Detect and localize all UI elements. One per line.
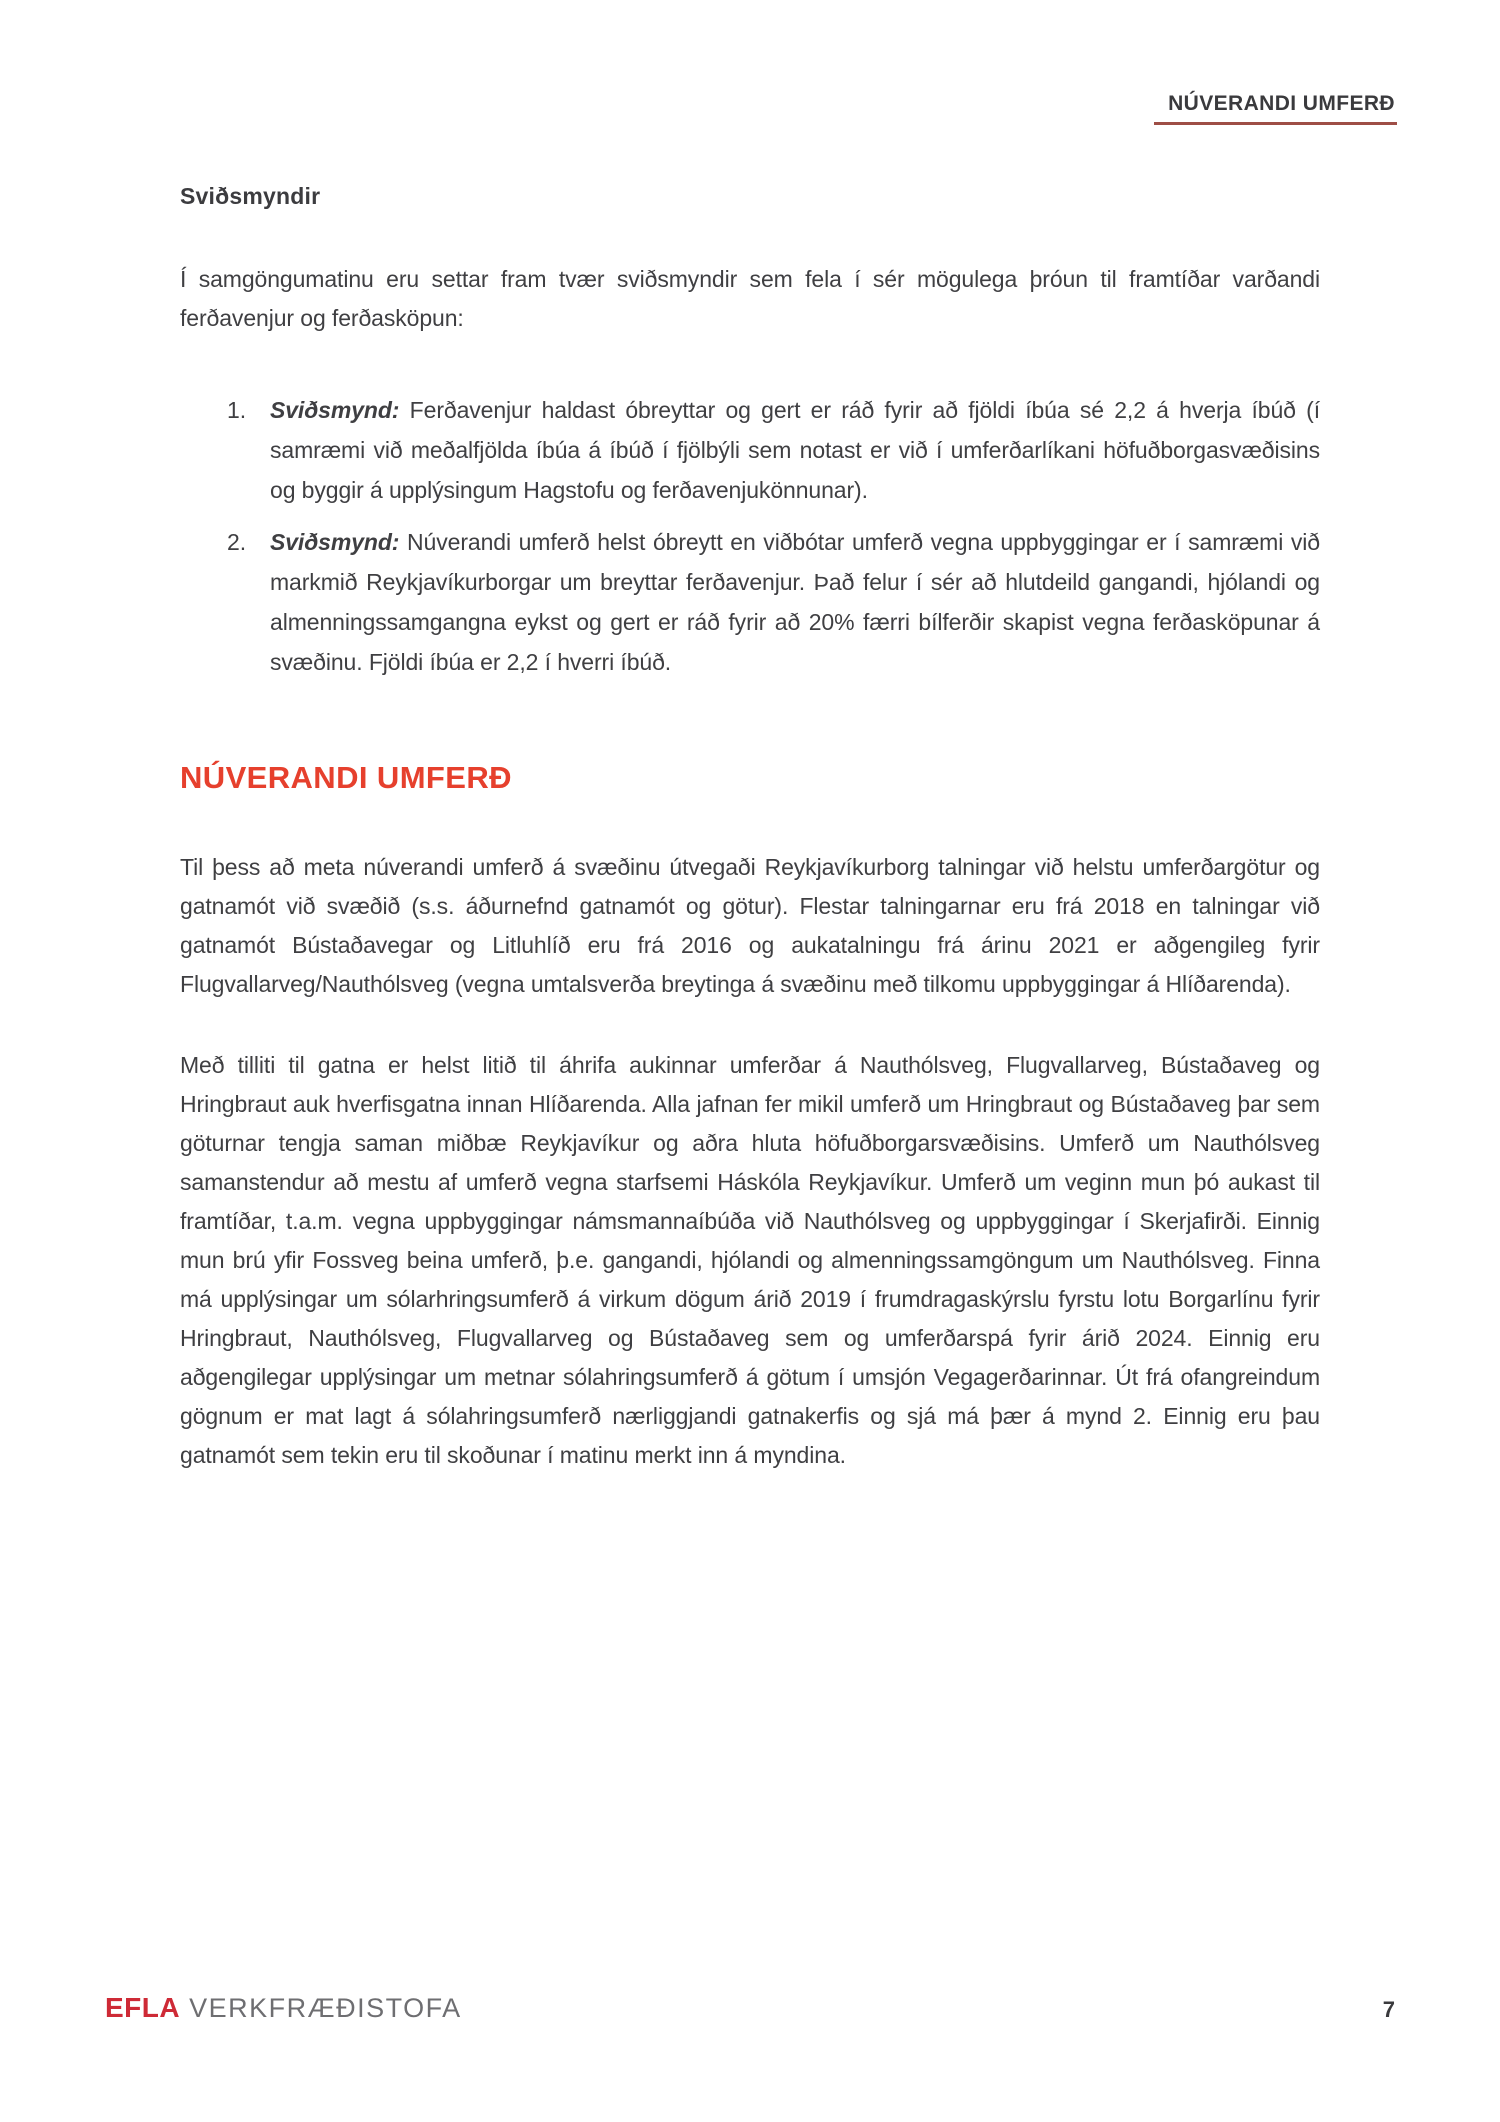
list-item-text: Núverandi umferð helst óbreytt en viðbótar umferð vegna uppbyggingar er í samræmi við markmið Reykjavíkurborgar um breyttar ferðavenjur. Það felur í sér að hlutdeild gangandi, hjólandi og almenningssamgangna eykst og gert er ráð fyrir að 20% færri bílferðir skapist vegna ferðasköpunar á svæðinu. Fjöldi íbúa er 2,2 í hverri íbúð.	[270, 529, 1320, 675]
list-item-number: 1.	[227, 397, 247, 423]
list-item-text: Ferðavenjur haldast óbreyttar og gert er ráð fyrir að fjöldi íbúa sé 2,2 á hverja íbúð (í samræmi við meðalfjölda íbúa á íbúð í fjölbýli sem notast er við í umferðarlíkani höfuðborgasvæðisins og byggir á upplýsingum Hagstofu og ferðavenjukönnunar).	[270, 397, 1320, 503]
page-number: 7	[1382, 1997, 1395, 2022]
efla-logo-suffix: VERKFRÆÐISTOFA	[189, 1993, 462, 2023]
list-item	[227, 522, 1320, 682]
list-item-label: Sviðsmynd:	[270, 529, 400, 555]
body-paragraph: Til þess að meta núverandi umferð á svæðinu útvegaði Reykjavíkurborg talningar við helstu umferðargötur og gatnamót við svæðið (s.s. áðurnefnd gatnamót og götur). Flestar talningarnar eru frá 2018 en talningar við gatnamót Bústaðavegar og Litluhlíð eru frá 2016 og aukatalningu frá árinu 2021 er aðgengileg fyrir Flugvallarveg/Nauthólsveg (vegna umtalsverða breytinga á svæðinu með tilkomu uppbyggingar á Hlíðarenda).	[180, 854, 1320, 997]
list-item	[227, 390, 1320, 510]
section-heading-svidsmyndir: Sviðsmyndir	[180, 183, 321, 209]
scenario-list	[227, 390, 1320, 682]
running-header	[1154, 92, 1397, 125]
list-item-body	[270, 390, 1320, 510]
efla-logo-text: EFLA	[105, 1992, 181, 2023]
body-paragraph: Með tilliti til gatna er helst litið til áhrifa aukinnar umferðar á Nauthólsveg, Flugvallarveg, Bústaðaveg og Hringbraut auk hverfisgatna innan Hlíðarenda. Alla jafnan fer mikil umferð um Hringbraut og Bústaðaveg þar sem göturnar tengja saman miðbæ Reykjavíkur og aðra hluta höfuðborgarsvæðisins. Umferð um Nauthólsveg samanstendur að mestu af umferð vegna starfsemi Háskóla Reykjavíkur. Umferð um veginn mun þó aukast til framtíðar, t.a.m. vegna uppbyggingar námsmannaíbúða við Nauthólsveg og uppbyggingar í Skerjafirði. Einnig mun brú yfir Fossveg beina umferð, þ.e. gangandi, hjólandi og almenningssamgöngum um Nauthólsveg. Finna má upplýsingar um sólarhringsumferð á virkum dögum árið 2019 í frumdragaskýrslu fyrstu lotu Borgarlínu fyrir Hringbraut, Nauthólsveg, Flugvallarveg og Bústaðaveg sem og umferðarspá fyrir árið 2024. Einnig eru aðgengilegar upplýsingar um metnar sólahringsumferð á götum í umsjón Vegagerðarinnar. Út frá ofangreindum gögnum er mat lagt á sólahringsumferð nærliggjandi gatnakerfis og sjá má þær á mynd 2. Einnig eru þau gatnamót sem tekin eru til skoðunar í matinu merkt inn á myndina.	[180, 1052, 1320, 1468]
list-item-label: Sviðsmynd:	[270, 397, 400, 423]
section-heading-nuverandi-umferd: NÚVERANDI UMFERÐ	[180, 760, 512, 795]
intro-paragraph: Í samgöngumatinu eru settar fram tvær sviðsmyndir sem fela í sér mögulega þróun til framtíðar varðandi ferðavenjur og ferðasköpun:	[180, 266, 1320, 331]
page-footer	[105, 1992, 1395, 2024]
list-item-body	[270, 522, 1320, 682]
list-item-number: 2.	[227, 529, 247, 555]
document-body	[180, 183, 1320, 1475]
running-header-title: NÚVERANDI UMFERÐ	[1154, 92, 1397, 125]
efla-logo	[105, 1992, 462, 2024]
